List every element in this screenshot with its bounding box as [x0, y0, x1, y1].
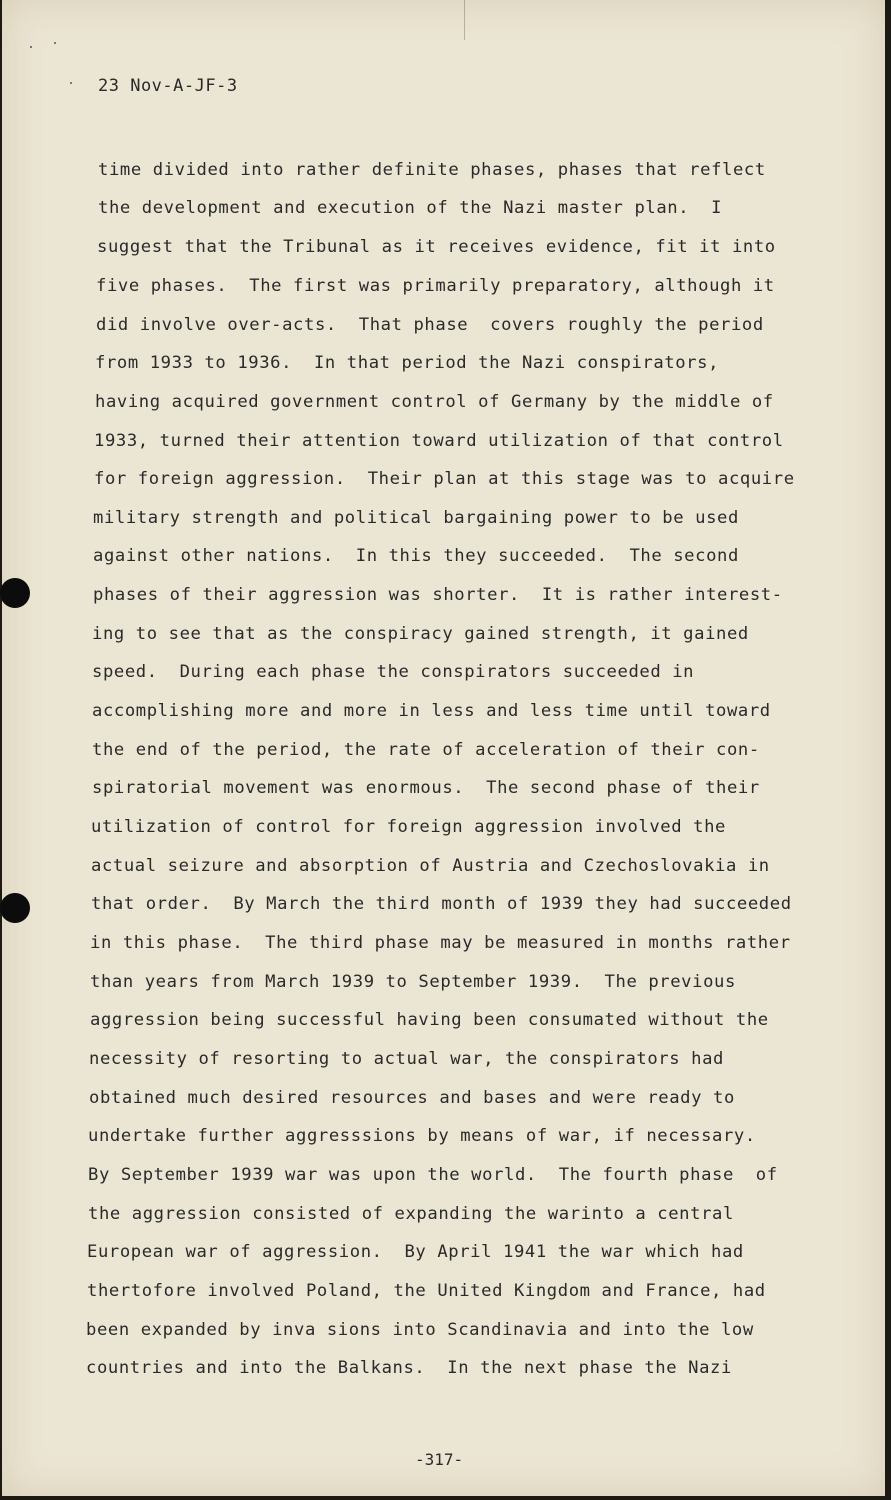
text-line: military strength and political bargaining power to be used [93, 508, 739, 528]
text-line: from 1933 to 1936. In that period the Nazi conspirators, [95, 353, 720, 373]
text-line: the end of the period, the rate of acceleration of their con- [92, 740, 760, 760]
text-line: for foreign aggression. Their plan at this stage was to acquire [94, 469, 795, 489]
page-number: -317- [415, 1450, 464, 1469]
text-line: obtained much desired resources and bases and were ready to [89, 1088, 735, 1108]
text-line: thertofore involved Poland, the United Kingdom and France, had [87, 1281, 766, 1301]
text-line: By September 1939 war was upon the world. The fourth phase of [88, 1165, 778, 1185]
document-page [2, 0, 885, 1496]
text-line: in this phase. The third phase may be measured in months rather [90, 933, 791, 953]
text-line: time divided into rather definite phases, phases that reflect [98, 160, 766, 180]
text-line: necessity of resorting to actual war, the conspirators had [89, 1049, 724, 1069]
text-line: 1933, turned their attention toward utilization of that control [94, 431, 784, 451]
text-line: accomplishing more and more in less and less time until toward [92, 701, 771, 721]
paper-crease [464, 0, 465, 40]
punch-hole-icon [0, 578, 30, 608]
text-line: that order. By March the third month of 1939 they had succeeded [91, 894, 792, 914]
text-line: speed. During each phase the conspirators succeeded in [92, 662, 695, 682]
text-line: ing to see that as the conspiracy gained strength, it gained [92, 624, 749, 644]
text-line: utilization of control for foreign aggression involved the [91, 817, 726, 837]
text-line: against other nations. In this they succeeded. The second [93, 546, 739, 566]
text-line: having acquired government control of Germany by the middle of [95, 392, 774, 412]
document-reference: 23 Nov-A-JF-3 [98, 76, 238, 96]
text-line: the aggression consisted of expanding the warinto a central [88, 1204, 734, 1224]
punch-hole-icon [0, 893, 30, 923]
scan-border [885, 0, 891, 1500]
text-line: suggest that the Tribunal as it receives evidence, fit it into [97, 237, 776, 257]
text-line: did involve over-acts. That phase covers roughly the period [96, 315, 764, 335]
text-line: countries and into the Balkans. In the next phase the Nazi [86, 1358, 732, 1378]
text-line: European war of aggression. By April 1941 the war which had [87, 1242, 744, 1262]
ink-speck [54, 42, 56, 44]
text-line: than years from March 1939 to September 1939. The previous [90, 972, 736, 992]
text-line: been expanded by inva sions into Scandinavia and into the low [86, 1320, 754, 1340]
ink-speck [30, 46, 32, 48]
text-line: phases of their aggression was shorter. It is rather interest- [93, 585, 783, 605]
text-line: aggression being successful having been consumated without the [90, 1010, 769, 1030]
ink-speck [70, 82, 72, 84]
text-line: five phases. The first was primarily preparatory, although it [96, 276, 775, 296]
text-line: spiratorial movement was enormous. The second phase of their [92, 778, 760, 798]
text-line: the development and execution of the Nazi master plan. I [98, 198, 723, 218]
text-line: actual seizure and absorption of Austria and Czechoslovakia in [91, 856, 770, 876]
text-line: undertake further aggresssions by means of war, if necessary. [88, 1126, 756, 1146]
